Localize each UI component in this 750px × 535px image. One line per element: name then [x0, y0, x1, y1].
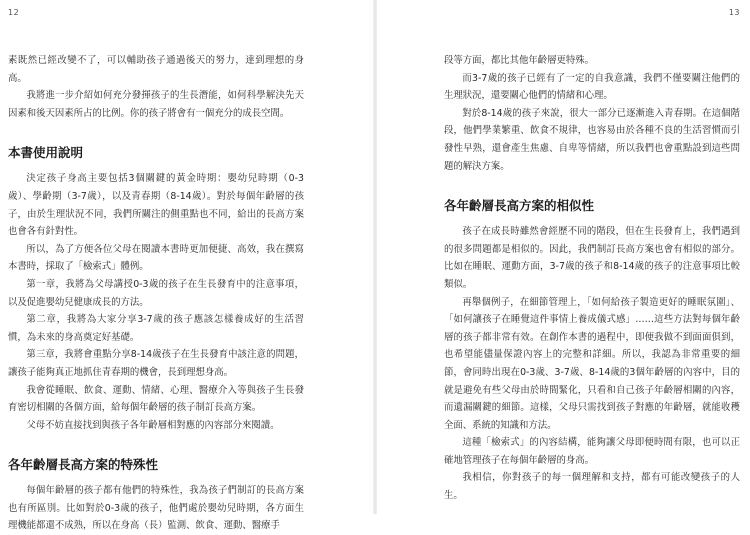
paragraph-usage-1: 決定孩子身高主要包括3個關鍵的黃金時期：嬰幼兒時期（0-3歲）、學齡期（3-7歲），以及青春期（8-14歲）。對於每個年齡層的孩子，由於生理狀況不同，我們所關注的側重點也不同，給出的長高方案也會各有針對性。: [8, 173, 304, 238]
spacer: [444, 175, 740, 197]
paragraph-intro: 我將進一步介紹如何充分發揮孩子的生長潛能，如何科學解決先天因素和後天因素所占的比例。你的孩子將會有一個充分的成長空間。: [8, 90, 304, 119]
paragraph-aspects: 我會從睡眠、飲食、運動、情緒、心理、醫療介入等與孩子生長發育密切相關的各個方面，給每個年齡層的孩子制訂長高方案。: [8, 384, 304, 414]
heading-special: 各年齡層長高方案的特殊性: [8, 457, 159, 473]
heading-similar: 各年齡層長高方案的相似性: [444, 198, 595, 214]
book-gutter: [373, 0, 377, 514]
paragraph-find-content: 父母不妨直接找到與孩子各年齡層相對應的內容部分來閱讀。: [26, 419, 280, 431]
paragraph-usage-2: 所以，為了方便各位父母在閱讀本書時更加便捷、高效，我在撰寫本書時，採取了「檢索式」體例。: [8, 243, 304, 273]
heading-book-usage: 本書使用說明: [8, 145, 84, 161]
spacer: [444, 215, 740, 223]
spacer: [8, 434, 304, 456]
right-page-body: [444, 52, 740, 505]
paragraph-chapter-3: 第三章，我將會重點分享8-14歲孩子在生長發育中該注意的問題，讓孩子能夠真正地抓住青春期的機會，長到理想身高。: [8, 349, 304, 378]
paragraph-believe: 我相信，你對孩子的每一個理解和支持，都有可能改變孩子的人生。: [444, 472, 740, 502]
paragraph-continued: 段等方面，都比其他年齡層更特殊。: [444, 55, 595, 66]
page-number-left: 12: [8, 8, 20, 17]
spacer: [8, 122, 304, 144]
paragraph-similar: 孩子在成長時雖然會經歷不同的階段，但在生長發育上，我們遇到的很多問題都是相似的。因此，我們制訂長高方案也會有相似的部分。比如在睡眠、運動方面，3-7歲的孩子和8-14歲的孩子的注意事項比較類似。: [444, 226, 740, 290]
paragraph-chapter-2: 第二章，我將為大家分享3-7歲的孩子應該怎樣養成好的生活習慣，為未來的身高奠定好基礎。: [8, 314, 304, 343]
paragraph-age-3-7: 而3-7歲的孩子已經有了一定的自我意識，我們不僅要關注他們的生理狀況，還要關心他們的情緒和心理。: [444, 72, 740, 102]
page-number-right: 13: [728, 8, 740, 17]
spacer: [8, 474, 304, 482]
spacer: [8, 162, 304, 170]
paragraph-chapter-1: 第一章，我將為父母講授0-3歲的孩子在生長發育中的注意事項，以及促進嬰幼兒健康成長的方法。: [8, 278, 304, 308]
paragraph-index-structure: 這種「檢索式」的內容結構，能夠讓父母即便時間有限，也可以正確地管理孩子在每個年齡層的身高。: [444, 437, 740, 466]
left-page-body: [8, 52, 304, 535]
paragraph-special: 每個年齡層的孩子都有他們的特殊性，我為孩子們制訂的長高方案也有所區別。比如對於0-3歲的孩子，他們處於嬰幼兒時期，各方面生理機能都還不成熟，所以在身高（長）監測、飲食、運動、醫療手: [8, 485, 304, 532]
paragraph-example: 再舉個例子，在細節管理上，「如何給孩子製造更好的睡眠氛圍」、「如何讓孩子在睡覺這件事情上養成儀式感」……這些方法對每個年齡層的孩子都非常有效。在創作本書的過程中，即便我做不到面面俱到，也希望能儘量保證內容上的完整和詳細。所以，我認為非常重要的細節，會同時出現在0-3歲、3-7歲、8-14歲的3個年齡層的內容中，目的就是避免有些父母由於時間緊化，只看和自己孩子年齡層相關的內容，而遺漏關鍵的細節。這樣，父母只需找到孩子對應的年齡層，就能收穫全面、系統的知識和方法。: [444, 296, 740, 431]
paragraph-continued: 素既然已經改變不了，可以輔助孩子通過後天的努力，達到理想的身高。: [8, 55, 304, 84]
paragraph-age-8-14: 對於8-14歲的孩子來說，很大一部分已逐漸進入青春期。在這個階段，他們學業繁重、飲食不規律，也容易由於各種不良的生活習慣而引發性早熟，還會產生焦慮、自卑等情緒，所以我們也會重點設到這些問題的解決方案。: [444, 107, 740, 172]
